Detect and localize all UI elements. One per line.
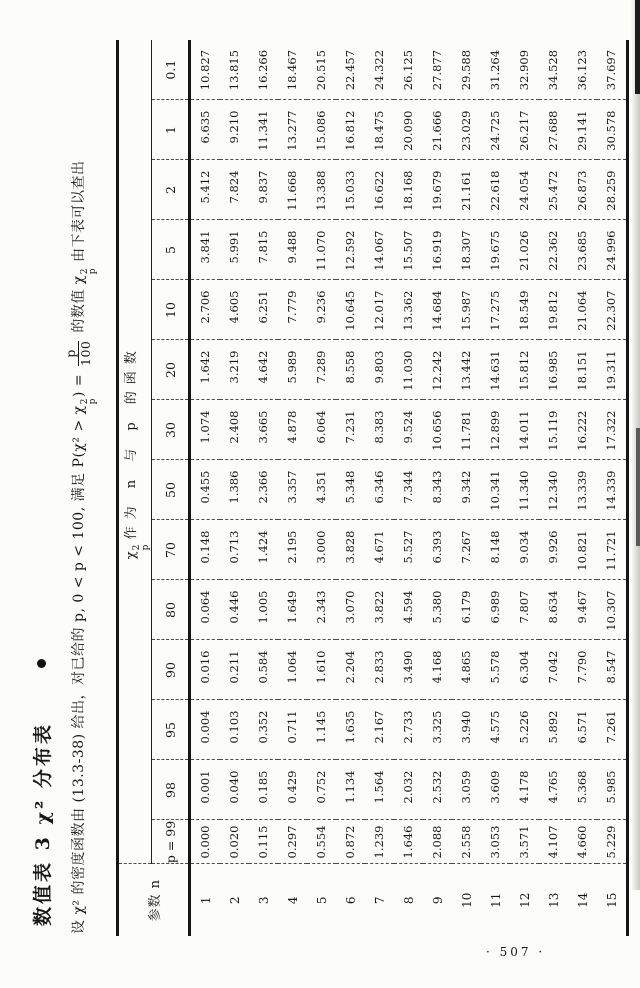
value-cell: 1.386	[220, 460, 249, 520]
value-cell: 20.515	[307, 40, 336, 100]
value-cell: 5.985	[597, 760, 628, 820]
value-cell: 18.549	[510, 280, 539, 340]
value-cell: 3.571	[510, 820, 539, 864]
value-cell: 3.665	[249, 400, 278, 460]
value-cell: 29.588	[452, 40, 481, 100]
value-cell: 14.011	[510, 400, 539, 460]
value-cell: 10.307	[597, 580, 628, 640]
value-cell: 1.635	[336, 700, 365, 760]
value-cell: 2.366	[249, 460, 278, 520]
value-cell: 1.646	[394, 820, 423, 864]
intro-text	[64, 42, 98, 934]
value-cell: 5.527	[394, 520, 423, 580]
value-cell: 9.034	[510, 520, 539, 580]
value-cell: 6.251	[249, 280, 278, 340]
value-cell: 4.178	[510, 760, 539, 820]
value-cell: 7.267	[452, 520, 481, 580]
value-cell: 10.341	[481, 460, 510, 520]
chi-square-table	[116, 40, 629, 936]
row-label: 9	[430, 896, 445, 905]
value-cell: 2.195	[278, 520, 307, 580]
value-cell: 4.168	[423, 640, 452, 700]
col-header: 30	[152, 400, 190, 460]
table-row	[539, 40, 568, 936]
value-cell: 24.322	[365, 40, 394, 100]
value-cell: 10.827	[190, 40, 221, 100]
value-cell: 4.575	[481, 700, 510, 760]
value-cell: 9.837	[249, 160, 278, 220]
value-cell: 18.475	[365, 100, 394, 160]
value-cell: 2.532	[423, 760, 452, 820]
value-cell: 26.125	[394, 40, 423, 100]
value-cell: 4.671	[365, 520, 394, 580]
row-header: 参数 n	[118, 864, 190, 936]
chi-sup-sub: 2 p	[79, 267, 99, 275]
value-cell: 5.226	[510, 700, 539, 760]
col-header: 80	[152, 580, 190, 640]
value-cell: 0.148	[190, 520, 221, 580]
bullet-dot	[37, 659, 46, 668]
value-cell: 7.289	[307, 340, 336, 400]
value-cell: 5.348	[336, 460, 365, 520]
value-cell: 13.442	[452, 340, 481, 400]
value-cell: 0.752	[307, 760, 336, 820]
value-cell: 15.812	[510, 340, 539, 400]
row-label: 11	[488, 892, 503, 908]
value-cell: 7.042	[539, 640, 568, 700]
value-cell: 0.713	[220, 520, 249, 580]
row-label: 12	[517, 892, 532, 908]
scan-artifact	[636, 428, 640, 546]
value-cell: 3.070	[336, 580, 365, 640]
value-cell: 4.642	[249, 340, 278, 400]
value-cell: 16.919	[423, 220, 452, 280]
row-label: 5	[314, 896, 329, 905]
value-cell: 2.167	[365, 700, 394, 760]
value-cell: 27.688	[539, 100, 568, 160]
row-label: 13	[546, 892, 561, 908]
intro-segment: ) =	[70, 368, 87, 398]
value-cell: 15.033	[336, 160, 365, 220]
row-label: 7	[372, 896, 387, 905]
page-number: · 507 ·	[486, 945, 546, 959]
value-cell: 1.239	[365, 820, 394, 864]
rotated-content	[8, 40, 633, 940]
value-cell: 3.609	[481, 760, 510, 820]
value-cell: 1.610	[307, 640, 336, 700]
value-cell: 18.307	[452, 220, 481, 280]
value-cell: 4.594	[394, 580, 423, 640]
col-header: 98	[152, 760, 190, 820]
value-cell: 4.865	[452, 640, 481, 700]
value-cell: 11.341	[249, 100, 278, 160]
value-cell: 22.457	[336, 40, 365, 100]
value-cell: 30.578	[597, 100, 628, 160]
value-cell: 22.362	[539, 220, 568, 280]
value-cell: 15.987	[452, 280, 481, 340]
value-cell: 3.940	[452, 700, 481, 760]
value-cell: 0.455	[190, 460, 221, 520]
value-cell: 2.733	[394, 700, 423, 760]
value-cell: 0.211	[220, 640, 249, 700]
col-header: p = 99	[152, 820, 190, 864]
table-row	[510, 40, 539, 936]
value-cell: 25.472	[539, 160, 568, 220]
value-cell: 0.446	[220, 580, 249, 640]
value-cell: 0.000	[190, 820, 221, 864]
value-cell: 9.342	[452, 460, 481, 520]
col-header: 90	[152, 640, 190, 700]
value-cell: 0.554	[307, 820, 336, 864]
value-cell: 21.026	[510, 220, 539, 280]
intro-segment: 由下表可以查出	[70, 160, 87, 267]
value-cell: 1.145	[307, 700, 336, 760]
value-cell: 0.020	[220, 820, 249, 864]
value-cell: 17.275	[481, 280, 510, 340]
value-cell: 8.148	[481, 520, 510, 580]
value-cell: 23.029	[452, 100, 481, 160]
value-cell: 9.467	[568, 580, 597, 640]
value-cell: 1.005	[249, 580, 278, 640]
table-row	[394, 40, 423, 936]
page-title: 数值表 3 χ² 分布表	[32, 722, 54, 926]
value-cell: 14.339	[597, 460, 628, 520]
table-row	[190, 40, 221, 936]
table-row	[452, 40, 481, 936]
value-cell: 7.815	[249, 220, 278, 280]
value-cell: 5.991	[220, 220, 249, 280]
value-cell: 8.634	[539, 580, 568, 640]
value-cell: 6.635	[190, 100, 221, 160]
value-cell: 3.053	[481, 820, 510, 864]
value-cell: 31.264	[481, 40, 510, 100]
table-row	[423, 40, 452, 936]
value-cell: 12.017	[365, 280, 394, 340]
value-cell: 0.115	[249, 820, 278, 864]
value-cell: 14.684	[423, 280, 452, 340]
value-cell: 4.660	[568, 820, 597, 864]
value-cell: 0.297	[278, 820, 307, 864]
row-label: 8	[401, 896, 416, 905]
value-cell: 32.909	[510, 40, 539, 100]
value-cell: 3.841	[190, 220, 221, 280]
table-row	[481, 40, 510, 936]
col-header: 2	[152, 160, 190, 220]
col-header: 10	[152, 280, 190, 340]
value-cell: 2.204	[336, 640, 365, 700]
value-cell: 19.679	[423, 160, 452, 220]
value-cell: 0.001	[190, 760, 221, 820]
value-cell: 7.824	[220, 160, 249, 220]
value-cell: 9.488	[278, 220, 307, 280]
value-cell: 3.219	[220, 340, 249, 400]
row-label: 2	[227, 896, 242, 905]
value-cell: 4.765	[539, 760, 568, 820]
value-cell: 34.528	[539, 40, 568, 100]
column-header-row	[152, 40, 190, 936]
value-cell: 6.179	[452, 580, 481, 640]
value-cell: 18.467	[278, 40, 307, 100]
value-cell: 0.872	[336, 820, 365, 864]
value-cell: 7.261	[597, 700, 628, 760]
value-cell: 13.362	[394, 280, 423, 340]
title-row	[28, 659, 55, 926]
value-cell: 5.380	[423, 580, 452, 640]
value-cell: 10.656	[423, 400, 452, 460]
value-cell: 2.088	[423, 820, 452, 864]
col-header: 20	[152, 340, 190, 400]
row-label: 15	[604, 892, 619, 908]
value-cell: 15.086	[307, 100, 336, 160]
value-cell: 8.343	[423, 460, 452, 520]
value-cell: 21.161	[452, 160, 481, 220]
value-cell: 6.393	[423, 520, 452, 580]
value-cell: 8.383	[365, 400, 394, 460]
value-cell: 5.578	[481, 640, 510, 700]
value-cell: 21.666	[423, 100, 452, 160]
row-label: 6	[343, 896, 358, 905]
value-cell: 14.631	[481, 340, 510, 400]
value-cell: 3.357	[278, 460, 307, 520]
value-cell: 6.346	[365, 460, 394, 520]
chi-sup-sub: 2 p	[131, 544, 151, 551]
chi-sup-sub: 2 p	[79, 398, 99, 405]
value-cell: 0.711	[278, 700, 307, 760]
row-label: 1	[198, 896, 213, 905]
value-cell: 13.388	[307, 160, 336, 220]
value-cell: 26.873	[568, 160, 597, 220]
value-cell: 12.340	[539, 460, 568, 520]
value-cell: 4.351	[307, 460, 336, 520]
value-cell: 7.344	[394, 460, 423, 520]
value-cell: 12.899	[481, 400, 510, 460]
table-row	[336, 40, 365, 936]
value-cell: 0.040	[220, 760, 249, 820]
value-cell: 10.821	[568, 520, 597, 580]
col-header: 0.1	[152, 40, 190, 100]
value-cell: 5.229	[597, 820, 628, 864]
value-cell: 22.307	[597, 280, 628, 340]
value-cell: 0.352	[249, 700, 278, 760]
value-cell: 7.790	[568, 640, 597, 700]
intro-segment: 的数值 χ	[70, 275, 87, 338]
value-cell: 8.558	[336, 340, 365, 400]
value-cell: 9.236	[307, 280, 336, 340]
value-cell: 5.989	[278, 340, 307, 400]
value-cell: 4.107	[539, 820, 568, 864]
value-cell: 26.217	[510, 100, 539, 160]
value-cell: 18.151	[568, 340, 597, 400]
value-cell: 1.424	[249, 520, 278, 580]
value-cell: 15.507	[394, 220, 423, 280]
value-cell: 3.828	[336, 520, 365, 580]
value-cell: 5.892	[539, 700, 568, 760]
value-cell: 18.168	[394, 160, 423, 220]
value-cell: 0.429	[278, 760, 307, 820]
value-cell: 21.064	[568, 280, 597, 340]
col-header: 95	[152, 700, 190, 760]
fraction-p-100: p 100	[63, 340, 94, 366]
value-cell: 20.090	[394, 100, 423, 160]
value-cell: 3.822	[365, 580, 394, 640]
value-cell: 0.004	[190, 700, 221, 760]
value-cell: 16.812	[336, 100, 365, 160]
value-cell: 2.343	[307, 580, 336, 640]
value-cell: 11.030	[394, 340, 423, 400]
value-cell: 0.584	[249, 640, 278, 700]
value-cell: 1.074	[190, 400, 221, 460]
value-cell: 29.141	[568, 100, 597, 160]
row-label: 10	[459, 892, 474, 908]
col-header: 50	[152, 460, 190, 520]
value-cell: 5.368	[568, 760, 597, 820]
value-cell: 6.304	[510, 640, 539, 700]
col-header: 70	[152, 520, 190, 580]
value-cell: 2.032	[394, 760, 423, 820]
table-row	[568, 40, 597, 936]
value-cell: 2.408	[220, 400, 249, 460]
span-header: χ 2 p 作为 n 与 p 的函数	[118, 40, 152, 864]
value-cell: 7.231	[336, 400, 365, 460]
value-cell: 11.781	[452, 400, 481, 460]
value-cell: 1.649	[278, 580, 307, 640]
value-cell: 27.877	[423, 40, 452, 100]
col-header: 5	[152, 220, 190, 280]
value-cell: 1.134	[336, 760, 365, 820]
value-cell: 16.622	[365, 160, 394, 220]
table-row	[220, 40, 249, 936]
value-cell: 8.547	[597, 640, 628, 700]
value-cell: 4.878	[278, 400, 307, 460]
value-cell: 9.926	[539, 520, 568, 580]
table-row	[307, 40, 336, 936]
table-row	[365, 40, 394, 936]
value-cell: 1.064	[278, 640, 307, 700]
value-cell: 2.706	[190, 280, 221, 340]
table-row	[249, 40, 278, 936]
value-cell: 19.675	[481, 220, 510, 280]
scan-artifact	[635, 0, 640, 94]
value-cell: 2.558	[452, 820, 481, 864]
value-cell: 3.325	[423, 700, 452, 760]
value-cell: 6.571	[568, 700, 597, 760]
value-cell: 10.645	[336, 280, 365, 340]
value-cell: 13.815	[220, 40, 249, 100]
value-cell: 13.277	[278, 100, 307, 160]
row-label: 4	[285, 896, 300, 905]
value-cell: 36.123	[568, 40, 597, 100]
value-cell: 7.807	[510, 580, 539, 640]
value-cell: 1.564	[365, 760, 394, 820]
row-label: 14	[575, 892, 590, 908]
value-cell: 23.685	[568, 220, 597, 280]
value-cell: 24.725	[481, 100, 510, 160]
value-cell: 22.618	[481, 160, 510, 220]
value-cell: 24.996	[597, 220, 628, 280]
value-cell: 12.592	[336, 220, 365, 280]
value-cell: 0.103	[220, 700, 249, 760]
value-cell: 28.259	[597, 160, 628, 220]
value-cell: 3.000	[307, 520, 336, 580]
value-cell: 2.833	[365, 640, 394, 700]
value-cell: 0.064	[190, 580, 221, 640]
value-cell: 0.185	[249, 760, 278, 820]
value-cell: 14.067	[365, 220, 394, 280]
value-cell: 17.322	[597, 400, 628, 460]
row-label: 3	[256, 896, 271, 905]
value-cell: 16.985	[539, 340, 568, 400]
value-cell: 11.340	[510, 460, 539, 520]
value-cell: 9.524	[394, 400, 423, 460]
intro-segment: 设 χ² 的密度函数由 (13.3-38) 给出，对已给的 p, 0 < p < 100, 满足 P(χ² > χ	[70, 405, 87, 934]
value-cell: 24.054	[510, 160, 539, 220]
col-header: 1	[152, 100, 190, 160]
value-cell: 11.668	[278, 160, 307, 220]
value-cell: 7.779	[278, 280, 307, 340]
value-cell: 11.070	[307, 220, 336, 280]
value-cell: 15.119	[539, 400, 568, 460]
value-cell: 0.016	[190, 640, 221, 700]
value-cell: 6.064	[307, 400, 336, 460]
table-row	[278, 40, 307, 936]
value-cell: 16.266	[249, 40, 278, 100]
value-cell: 9.210	[220, 100, 249, 160]
value-cell: 11.721	[597, 520, 628, 580]
value-cell: 37.697	[597, 40, 628, 100]
table-row	[597, 40, 628, 936]
value-cell: 6.989	[481, 580, 510, 640]
value-cell: 9.803	[365, 340, 394, 400]
table-body	[190, 40, 628, 936]
value-cell: 13.339	[568, 460, 597, 520]
value-cell: 5.412	[190, 160, 221, 220]
value-cell: 12.242	[423, 340, 452, 400]
value-cell: 3.490	[394, 640, 423, 700]
value-cell: 16.222	[568, 400, 597, 460]
value-cell: 19.812	[539, 280, 568, 340]
value-cell: 4.605	[220, 280, 249, 340]
value-cell: 19.311	[597, 340, 628, 400]
value-cell: 1.642	[190, 340, 221, 400]
value-cell: 3.059	[452, 760, 481, 820]
